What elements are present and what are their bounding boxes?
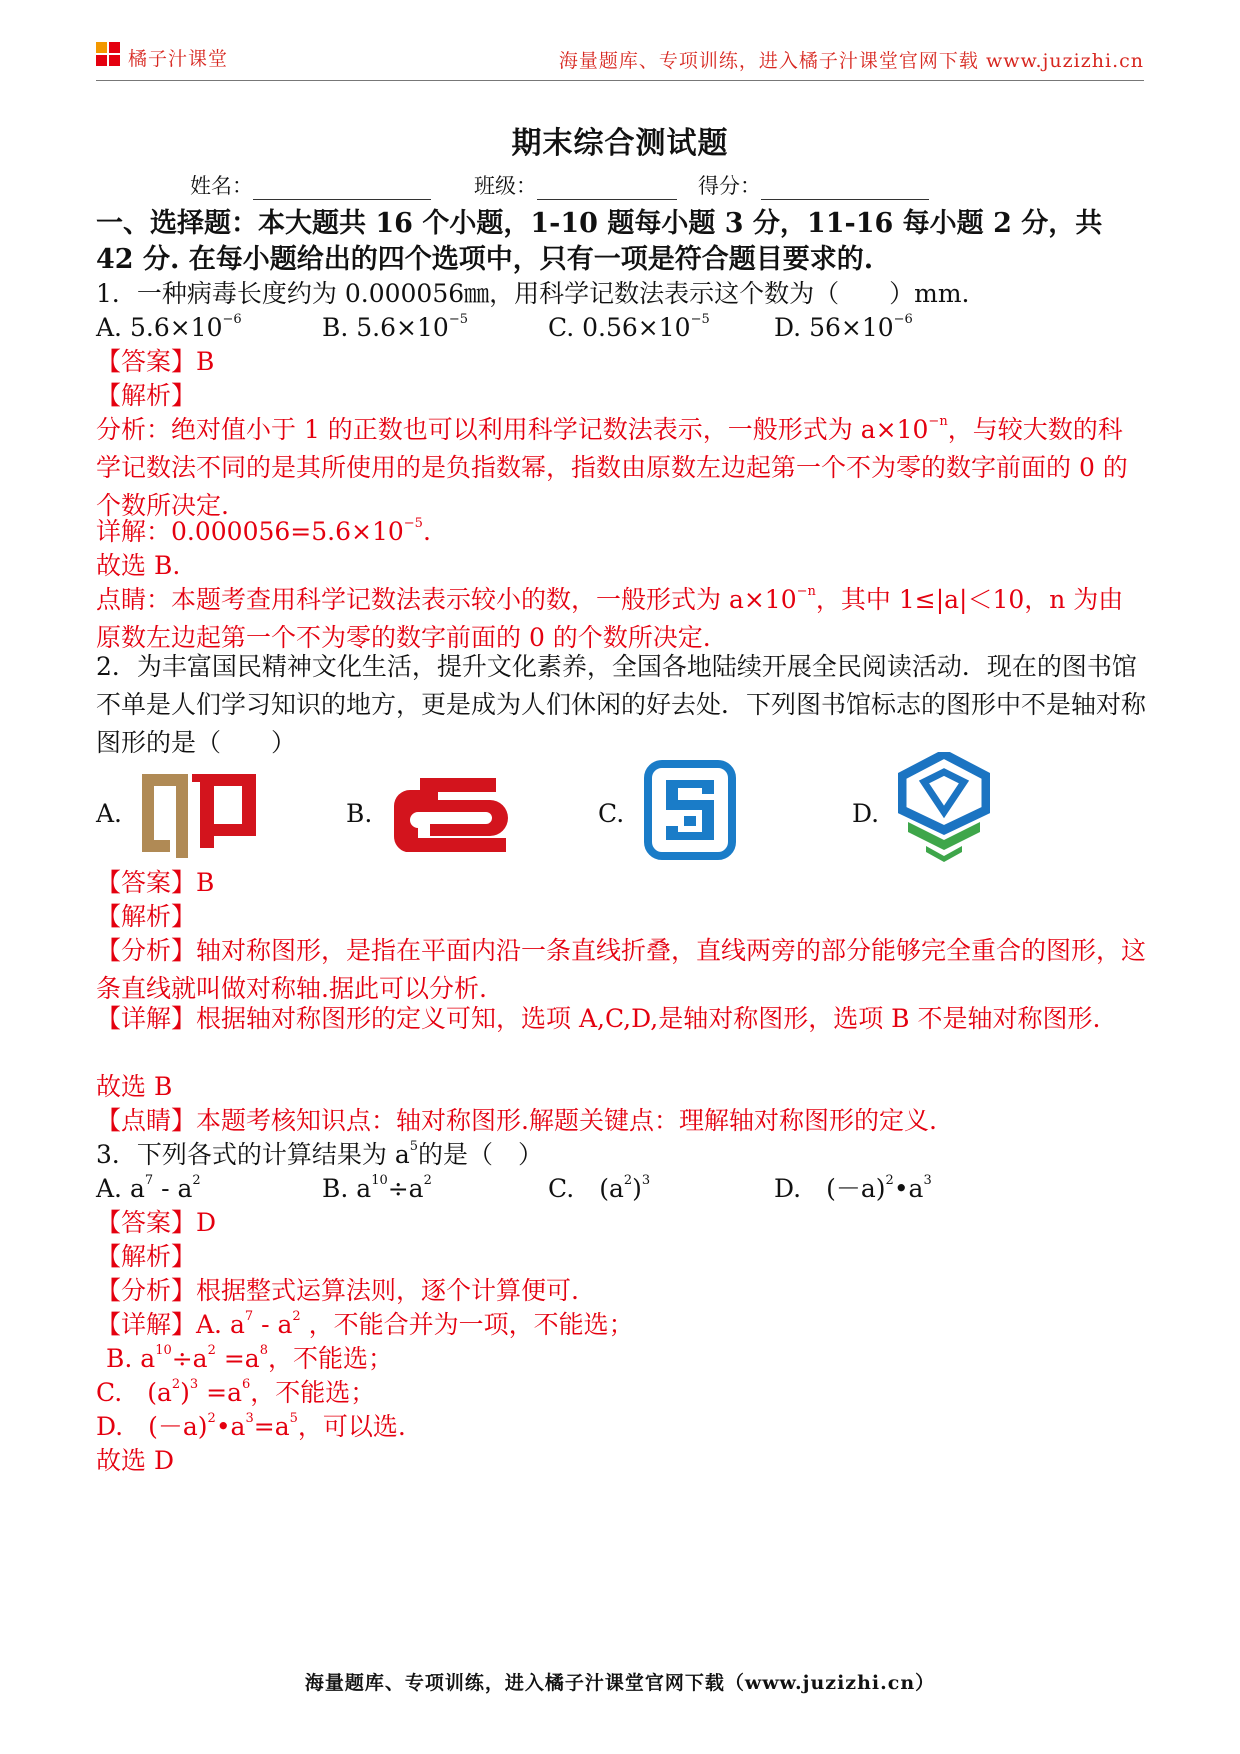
brand-logo-icon	[96, 42, 120, 66]
q1-option-d: D. $56\times 10^{-6}$	[774, 311, 913, 342]
q1-option-a: A. $5.6\times 10^{-6}$	[96, 311, 242, 342]
library-logo-d-icon	[898, 752, 990, 862]
q2-option-d-label: D.	[852, 799, 880, 828]
name-blank	[253, 179, 431, 200]
score-label: 得分：	[698, 174, 761, 198]
q2-option-c-label: C.	[598, 799, 625, 828]
q2-option-a-label: A.	[96, 799, 123, 828]
header-slogan: 海量题库、专项训练，进入橘子汁课堂官网下载 www.juzizhi.cn	[558, 50, 1144, 72]
q3-analysis: 【分析】根据整式运算法则，逐个计算便可.	[96, 1276, 579, 1305]
class-field	[474, 170, 677, 200]
page-footer: 海量题库、专项训练，进入橘子汁课堂官网下载（www.juzizhi.cn）	[304, 1672, 936, 1694]
library-logo-c-icon	[644, 760, 736, 860]
q3-detail-b: B. $a^{10}\div a^2 =a^8$，不能选；	[106, 1342, 393, 1373]
header-divider	[96, 80, 1144, 81]
name-label: 姓名：	[190, 174, 253, 198]
q3-option-d: D. $(-a)^2•a^3$	[774, 1172, 932, 1203]
q3-options	[96, 1170, 1146, 1208]
q1-comment: 点睛：本题考查用科学记数法表示较小的数，一般形式为 $a\times 10^{-n}$，其中 1≤|a|＜10，n 为由原数左边起第一个不为零的数字前面的 0 的个数所决定.	[96, 583, 1124, 652]
q3-detail-d: D. $(-a)^2•a^3=a^5$，可以选.	[96, 1410, 406, 1441]
q2-stem: 2．为丰富国民精神文化生活，提升文化素养，全国各地陆续开展全民阅读活动．现在的图书馆不单是人们学习知识的地方，更是成为人们休闲的好去处．下列图书馆标志的图形中不是轴对称图形的是（ ）	[96, 652, 1147, 757]
q3-jiexi: 【解析】	[96, 1242, 197, 1271]
score-field	[698, 170, 929, 200]
q1-options	[96, 309, 1146, 347]
q3-detail-a: 【详解】A. $a^7 - a^2$ ，不能合并为一项，不能选；	[96, 1308, 634, 1339]
q2-answer: 【答案】B	[96, 868, 215, 897]
q3-stem: 3．下列各式的计算结果为 $a^5$的是（ ）	[96, 1138, 544, 1169]
class-blank	[537, 179, 677, 200]
q1-choose: 故选 B.	[96, 551, 181, 580]
library-logo-a-icon	[140, 768, 258, 860]
class-label: 班级：	[474, 174, 537, 198]
q2-analysis: 【分析】轴对称图形，是指在平面内沿一条直线折叠，直线两旁的部分能够完全重合的图形，这条直线就叫做对称轴.据此可以分析.	[96, 936, 1147, 1003]
q2-detail: 【详解】根据轴对称图形的定义可知，选项 A,C,D,是轴对称图形，选项 B 不是轴对称图形.	[96, 1004, 1101, 1033]
q1-option-c: C. $0.56\times 10^{-5}$	[548, 311, 710, 342]
brand-name: 橘子汁课堂	[128, 48, 229, 70]
section-heading: 一、选择题：本大题共 16 个小题，1-10 题每小题 3 分，11-16 每小题 2 分，共 42 分. 在每小题给出的四个选项中，只有一项是符合题目要求的.	[96, 208, 1103, 275]
q2-jiexi: 【解析】	[96, 902, 197, 931]
q3-option-c: C. $(a^2)^3$	[548, 1172, 651, 1203]
q1-analysis: 分析：绝对值小于 1 的正数也可以利用科学记数法表示，一般形式为 $a\times 10^{-n}$，与较大数的科学记数法不同的是其所使用的是负指数幂，指数由原数左边起第一个不为零的数字前面的 0 的个数所决定.	[96, 413, 1128, 520]
q3-option-b: B. $a^{10}\div a^2$	[322, 1172, 432, 1203]
q1-answer: 【答案】B	[96, 347, 215, 376]
page-title: 期末综合测试题	[511, 126, 729, 161]
q1-option-b: B. $5.6\times 10^{-5}$	[322, 311, 468, 342]
library-logo-b-icon	[390, 776, 508, 852]
q2-option-b-label: B.	[346, 799, 373, 828]
q1-stem: 1．一种病毒长度约为 0.000056㎜，用科学记数法表示这个数为（ ）mm.	[96, 279, 970, 308]
q2-comment: 【点睛】本题考核知识点：轴对称图形.解题关键点：理解轴对称图形的定义.	[96, 1106, 937, 1135]
q1-jiexi: 【解析】	[96, 381, 197, 410]
q2-choose: 故选 B	[96, 1072, 173, 1101]
q3-option-a: A. $a^7 - a^2$	[96, 1172, 201, 1203]
q1-detail: 详解：$0.000056=5.6\times 10^{-5}$.	[96, 515, 431, 546]
q3-choose: 故选 D	[96, 1446, 174, 1475]
q3-answer: 【答案】D	[96, 1208, 217, 1237]
name-field	[190, 170, 431, 200]
q3-detail-c: C. $(a^2)^3 =a^6$，不能选；	[96, 1376, 376, 1407]
score-blank	[761, 179, 929, 200]
